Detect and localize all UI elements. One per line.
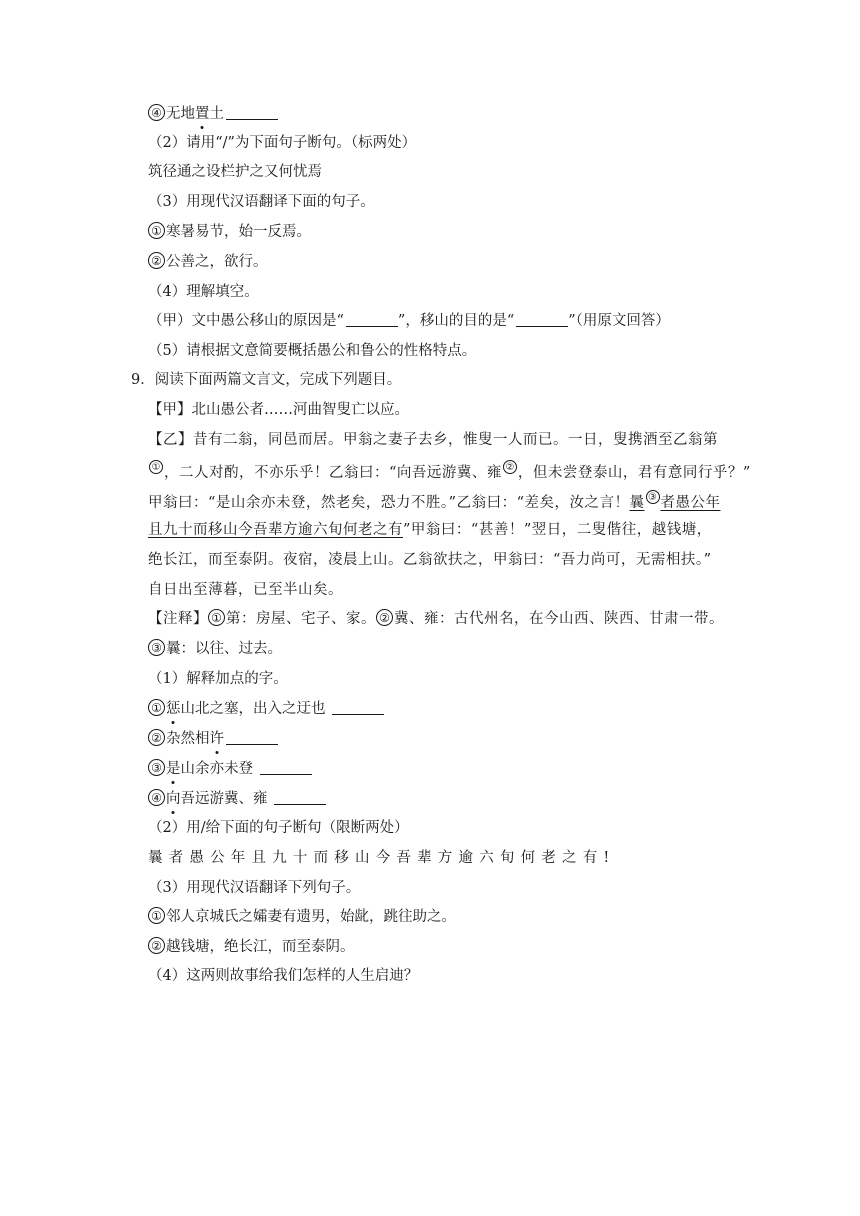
sub-question-1-item-2: ② 杂然相许 bbox=[148, 729, 278, 749]
dotted-character: 是 bbox=[166, 761, 181, 777]
circled-number: ① bbox=[208, 609, 225, 626]
answer-item-4: ④ 无地置土 bbox=[148, 104, 278, 124]
sub-question-1-item-1: ① 惩山北之塞，出入之迂也 bbox=[148, 699, 384, 719]
sub-question-2-sentence: 曩者愚公年且九十而移山今吾辈方逾六旬何老之有! bbox=[148, 850, 616, 866]
sub-question-3-item-2: ② 越钱塘，绝长江，而至泰阴。 bbox=[148, 937, 355, 957]
note-marker: ② bbox=[503, 460, 517, 474]
dotted-character: 许 bbox=[209, 731, 224, 747]
sub-question-1-item-4: ④ 向吾远游冀、雍 bbox=[148, 789, 326, 809]
circled-number: ④ bbox=[148, 789, 165, 806]
question-5-prompt: （5）请根据文意简要概括愚公和鲁公的性格特点。 bbox=[148, 343, 477, 359]
notes-line-1: 【注释】 ① 第：房屋、宅子、家。 ② 冀、雍：古代州名，在今山西、陕西、甘肃一带。 bbox=[148, 611, 724, 627]
question-3-item-2: ② 公善之，欲行。 bbox=[148, 252, 268, 272]
sub-question-3-prompt: （3）用现代汉语翻译下列句子。 bbox=[148, 880, 361, 896]
passage-yi-line-5: 绝长江，而至泰阴。夜宿，凌晨上山。乙翁欲扶之，甲翁曰：“吾力尚可，无需相扶。” bbox=[148, 552, 712, 568]
dotted-character: 置 bbox=[195, 106, 210, 122]
circled-number: ④ bbox=[148, 104, 165, 121]
answer-blank[interactable] bbox=[332, 699, 384, 715]
passage-jia: 【甲】北山愚公者……河曲智叟亡以应。 bbox=[148, 402, 409, 418]
note-marker: ① bbox=[149, 460, 163, 474]
note-marker: ③ bbox=[646, 490, 660, 504]
question-3-prompt: （3）用现代汉语翻译下面的句子。 bbox=[148, 194, 375, 210]
answer-blank[interactable] bbox=[226, 729, 278, 745]
passage-yi-line-6: 自日出至薄暮，已至半山矣。 bbox=[148, 582, 343, 598]
circled-number: ② bbox=[376, 609, 393, 626]
circled-number: ① bbox=[148, 699, 165, 716]
answer-blank[interactable] bbox=[346, 311, 398, 327]
sub-question-2-prompt: （2）用/给下面的句子断句（限断两处） bbox=[148, 820, 409, 836]
circled-number: ③ bbox=[148, 639, 165, 656]
sub-question-3-item-1: ① 邻人京城氏之孀妻有遗男，始龀，跳往助之。 bbox=[148, 907, 456, 927]
notes-line-2: ③ 曩：以往、过去。 bbox=[148, 639, 282, 659]
answer-blank[interactable] bbox=[260, 759, 312, 775]
question-3-item-1: ① 寒暑易节，始一反焉。 bbox=[148, 222, 311, 242]
passage-yi-line-3: 甲翁曰：“是山余亦未登，然老矣，恐力不胜。”乙翁曰：“差矣，汝之言！曩 ③ 者愚公年 bbox=[148, 492, 721, 511]
circled-number: ② bbox=[148, 252, 165, 269]
circled-number: ② bbox=[148, 729, 165, 746]
sub-question-1-item-3: ③ 是山余亦未登 bbox=[148, 759, 312, 779]
underlined-sentence: 曩 ③ 者愚公年 bbox=[629, 492, 721, 511]
answer-blank[interactable] bbox=[226, 104, 278, 120]
underlined-sentence: 且九十而移山今吾辈方逾六旬何老之有 bbox=[148, 522, 403, 538]
circled-number: ① bbox=[148, 222, 165, 239]
circled-number: ② bbox=[148, 937, 165, 954]
sub-question-4-prompt: （4）这两则故事给我们怎样的人生启迪？ bbox=[148, 968, 419, 984]
circled-number: ③ bbox=[148, 759, 165, 776]
question-2-prompt: （2）请用“/”为下面句子断句。（标两处） bbox=[148, 135, 417, 151]
sub-question-1-prompt: （1）解释加点的字。 bbox=[148, 671, 288, 687]
question-9-heading: 9．阅读下面两篇文言文，完成下列题目。 bbox=[131, 372, 402, 388]
circled-number: ① bbox=[148, 907, 165, 924]
answer-blank[interactable] bbox=[516, 311, 568, 327]
passage-yi-line-2: ① ，二人对酌，不亦乐乎！乙翁曰：“向吾远游冀、雍 ② ，但未尝登泰山，君有意同行乎？” bbox=[148, 460, 751, 483]
dotted-character: 惩 bbox=[166, 701, 181, 717]
passage-yi-line-1: 【乙】昔有二翁，同邑而居。甲翁之妻子去乡，惟叟一人而已。一日，叟携酒至乙翁第 bbox=[148, 432, 718, 448]
question-2-sentence: 筑径通之设栏护之又何忧焉 bbox=[148, 164, 322, 180]
passage-yi-line-4: 且九十而移山今吾辈方逾六旬何老之有”甲翁曰：“甚善！”翌日，二叟偕往，越钱塘， bbox=[148, 522, 712, 538]
answer-blank[interactable] bbox=[274, 789, 326, 805]
question-4-prompt: （4）理解填空。 bbox=[148, 284, 259, 300]
question-4-fill: （甲）文中愚公移山的原因是“ ”，移山的目的是“ ”（用原文回答） bbox=[148, 313, 670, 329]
dotted-character: 向 bbox=[166, 791, 181, 807]
